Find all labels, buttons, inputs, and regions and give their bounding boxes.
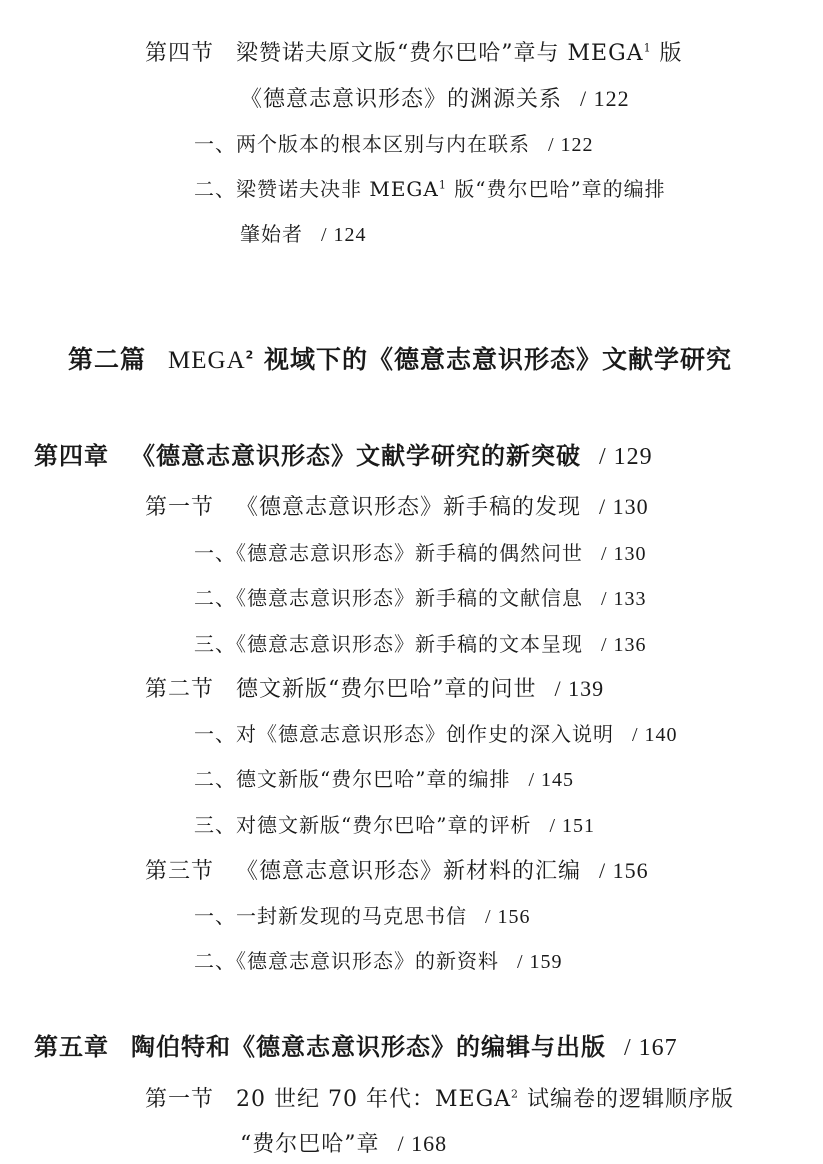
chapter-label: 第五章	[34, 1033, 109, 1061]
toc-item	[194, 582, 647, 611]
page-number: / 145	[528, 769, 575, 791]
toc-section	[145, 854, 649, 885]
section-title-line2: “费尔巴哈”章	[240, 1132, 380, 1157]
item-title: 二、德文新版“费尔巴哈”章的编排	[194, 767, 511, 791]
section-title: 《德意志意识形态》新手稿的发现	[236, 495, 582, 520]
part-label: 第二篇	[68, 345, 147, 374]
item-title: 二、《德意志意识形态》的新资料	[194, 949, 499, 973]
section-label: 第一节	[145, 1087, 215, 1112]
toc-chapter-4	[34, 436, 653, 471]
toc-item	[194, 537, 647, 566]
item-title: 一、一封新发现的马克思书信	[194, 904, 467, 928]
page-number: / 168	[397, 1131, 448, 1156]
page-number: / 167	[624, 1035, 678, 1061]
section-title-line1: 梁赞诺夫原文版“费尔巴哈”章与 MEGA$^1$ 版	[236, 41, 683, 66]
page-number: / 156	[599, 858, 649, 883]
item-title: 二、梁赞诺夫决非 MEGA$^1$ 版“费尔巴哈”章的编排	[194, 177, 666, 201]
page-number: / 124	[321, 224, 367, 246]
page-number: / 151	[549, 815, 596, 837]
toc-section	[145, 672, 604, 703]
part-title: 视域下的《德意志意识形态》文献学研究	[254, 345, 732, 374]
item-title: 一、《德意志意识形态》新手稿的偶然问世	[194, 541, 583, 565]
chapter-title: 《德意志意识形态》文献学研究的新突破	[131, 442, 581, 470]
toc-item	[194, 718, 678, 747]
section-title-line2: 《德意志意识形态》的渊源关系	[240, 87, 563, 112]
page-number: / 130	[601, 543, 647, 565]
item-title: 三、对德文新版“费尔巴哈”章的评析	[194, 813, 532, 837]
page-number: / 129	[599, 444, 653, 470]
page-number: / 156	[485, 906, 531, 928]
toc-section-line2	[240, 1127, 447, 1158]
toc-item	[194, 945, 563, 974]
page-number: / 136	[601, 634, 647, 656]
toc-section-4	[145, 36, 683, 67]
page-number: / 133	[601, 588, 647, 610]
section-title: 德文新版“费尔巴哈”章的问世	[236, 677, 537, 702]
item-title: 一、对《德意志意识形态》创作史的深入说明	[194, 722, 614, 746]
section-title-line1: 20 世纪 70 年代：MEGA$^2$ 试编卷的逻辑顺序版	[236, 1087, 735, 1112]
section-label: 第三节	[145, 859, 215, 884]
section-label: 第四节	[145, 41, 215, 66]
part-heading: 第二篇 MEGA$^2$ 视域下的《德意志意识形态》文献学研究	[68, 345, 732, 374]
toc-section	[145, 490, 649, 521]
toc-item	[194, 173, 666, 202]
page-number: / 130	[599, 494, 649, 519]
item-title: 二、《德意志意识形态》新手稿的文献信息	[194, 586, 583, 610]
toc-item	[194, 900, 531, 929]
page-number: / 122	[580, 86, 630, 111]
chapter-title: 陶伯特和《德意志意识形态》的编辑与出版	[131, 1033, 606, 1061]
item-title: 一、两个版本的根本区别与内在联系	[194, 132, 530, 156]
section-label: 第二节	[145, 677, 215, 702]
toc-item	[194, 128, 594, 157]
page-number: / 159	[517, 951, 563, 973]
toc-item	[194, 763, 574, 792]
section-label: 第一节	[145, 495, 215, 520]
page-number: / 122	[548, 134, 594, 156]
item-title-line2: 肇始者	[240, 222, 303, 246]
toc-section-4-line2	[240, 82, 630, 113]
toc-section	[145, 1082, 734, 1113]
toc-item	[194, 809, 595, 838]
section-title: 《德意志意识形态》新材料的汇编	[236, 859, 582, 884]
item-title: 三、《德意志意识形态》新手稿的文本呈现	[194, 632, 583, 656]
page-number: / 139	[554, 676, 605, 701]
page-number: / 140	[632, 724, 678, 746]
toc-item-line2	[240, 218, 367, 247]
chapter-label: 第四章	[34, 442, 109, 470]
toc-item	[194, 628, 647, 657]
toc-chapter-5	[34, 1027, 678, 1062]
